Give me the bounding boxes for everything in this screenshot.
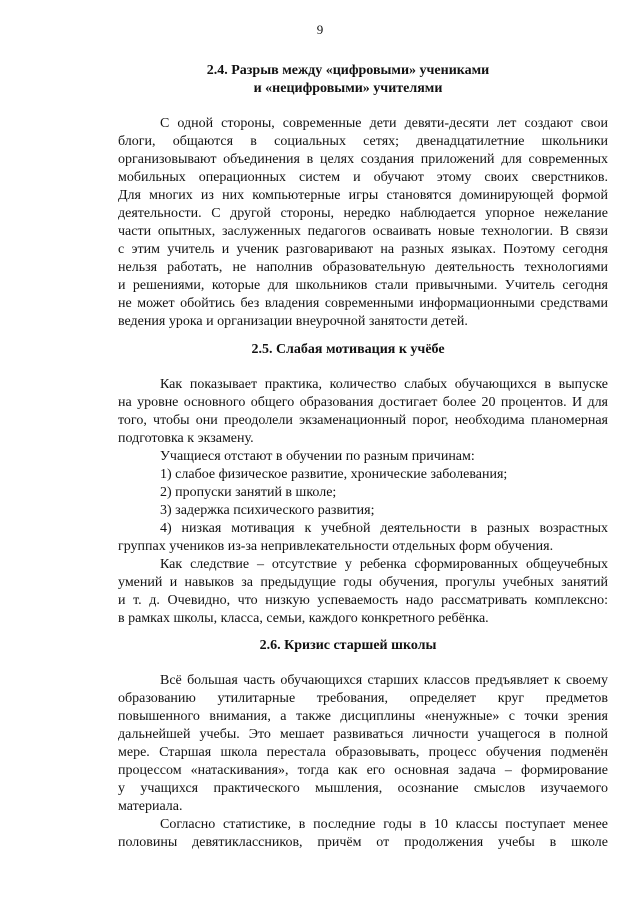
section-heading: 2.6. Кризис старшей школы — [259, 638, 437, 653]
text-line: образованию утилитарные требования, определяет круг предметов — [118, 691, 608, 706]
text-line: мере. Старшая школа перестала образовывать, процесс обучения подменён — [118, 745, 608, 760]
list-item: 3) задержка психического развития; — [160, 503, 375, 518]
section-heading: 2.5. Слабая мотивация к учёбе — [251, 342, 445, 357]
list-item: 2) пропуски занятий в школе; — [160, 485, 337, 500]
text-line: части опытных, заслуженных педагогов осваивать новые технологии. В связи — [118, 224, 608, 239]
text-line: половины девятиклассников, причём от продолжения учебы в школе — [118, 835, 608, 850]
section-heading: 2.4. Разрыв между «цифровыми» учениками — [206, 63, 490, 78]
text-line: того, чтобы они преодолели экзаменационный порог, необходима планомерная — [118, 413, 608, 428]
text-line: дальнейшей учебы. Это мешает развиваться личности учащегося в полной — [118, 727, 608, 742]
section-heading: и «нецифровыми» учителями — [253, 81, 443, 96]
text-line: у учащихся практического мышления, осознание смыслов изучаемого — [118, 781, 608, 796]
text-line: Согласно статистике, в последние годы в 10 классы поступает менее — [160, 817, 608, 832]
text-line: с этим учитель и ученик разговаривают на разных языках. Поэтому сегодня — [118, 242, 608, 257]
text-line: и т. д. Очевидно, что низкую успеваемость надо рассматривать комплексно: — [118, 593, 608, 608]
text-line: повышенного внимания, а также дисциплины «ненужные» с точки зрения — [118, 709, 608, 724]
text-line: группах учеников из-за непривлекательности отдельных форм обучения. — [118, 539, 554, 554]
text-line: мобильных операционных систем и обучают этому своих сверстников. — [118, 170, 608, 185]
text-line: деятельности. С другой стороны, нередко наблюдается упорное нежелание — [118, 206, 608, 221]
text-line: процессом «натаскивания», тогда как его основная задача – формирование — [118, 763, 608, 778]
text-line: материала. — [118, 799, 183, 814]
text-line: Как следствие – отсутствие у ребенка сформированных общеучебных — [160, 557, 608, 572]
text-line: в рамках школы, класса, семьи, каждого конкретного ребёнка. — [118, 611, 489, 626]
text-line: нельзя работать, не наполнив образовательную деятельность технологиями — [118, 260, 608, 275]
text-line: Учащиеся отстают в обучении по разным причинам: — [160, 449, 475, 464]
text-line: организовывают объединения в целях создания приложений для современных — [118, 152, 608, 167]
text-line: и решениями, которые для школьников стали привычными. Учитель сегодня — [118, 278, 608, 293]
text-line: блоги, общаются в социальных сетях; двенадцатилетние школьники — [118, 134, 608, 149]
text-line: Как показывает практика, количество слабых обучающихся в выпуске — [160, 377, 608, 392]
page-number: 9 — [316, 22, 324, 37]
list-item: 4) низкая мотивация к учебной деятельности в разных возрастных — [160, 521, 608, 536]
text-line: умений и навыков за предыдущие годы обучения, прогулы учебных занятий — [118, 575, 608, 590]
list-item: 1) слабое физическое развитие, хронические заболевания; — [160, 467, 508, 482]
text-line: С одной стороны, современные дети девяти-десяти лет создают свои — [160, 116, 608, 131]
text-line: ведения урока и организации внеурочной занятости детей. — [118, 314, 468, 329]
text-line: подготовка к экзамену. — [118, 431, 254, 446]
text-line: Для многих из них компьютерные игры становятся доминирующей формой — [118, 188, 608, 203]
text-line: на уровне основного общего образования достигает более 20 процентов. И для — [118, 395, 608, 410]
text-line: не может обойтись без владения современными информационными средствами — [118, 296, 608, 311]
text-line: Всё большая часть обучающихся старших классов предъявляет к своему — [160, 673, 608, 688]
